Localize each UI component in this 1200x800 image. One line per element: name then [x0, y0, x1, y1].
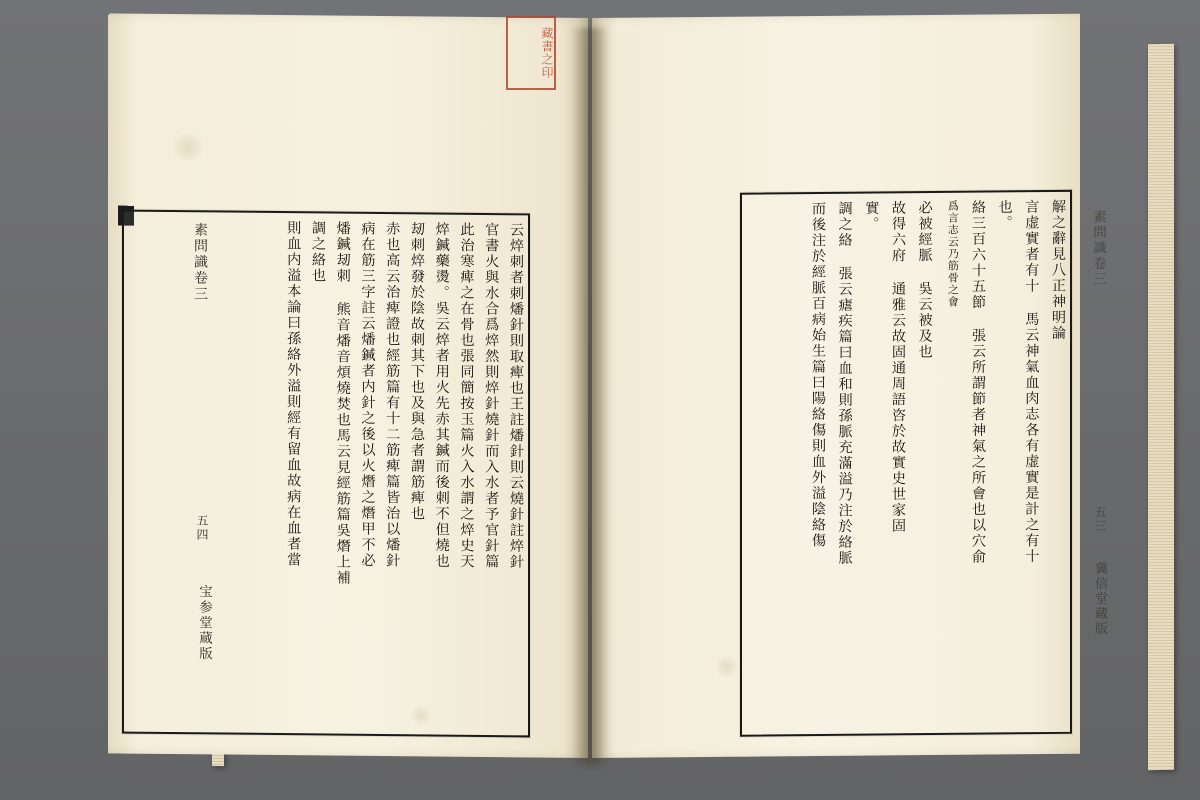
text-column: 言虚實者有十 馬云神氣血肉志各有虚實是計之有十: [1023, 199, 1040, 565]
text-column-blank: [746, 198, 773, 733]
right-page: [592, 14, 1107, 758]
right-text-frame: [740, 190, 1072, 737]
text-column: 爲言志云乃筋骨之會: [946, 199, 960, 308]
text-column: 官書火與水合爲焠然則焠針燒針而入水者予官針篇: [483, 221, 500, 570]
paper-stain: [168, 134, 208, 160]
right-page-edge-stack: [1148, 44, 1174, 770]
right-page-number: 五三: [1093, 505, 1107, 534]
text-column: 則血内溢本論曰孫絡外溢則經有留血故病在血者當: [285, 220, 302, 568]
text-column: 云焠刺者刺燔針則取痺也王註燔針則云燒針註焠針: [508, 222, 524, 570]
text-column: 調之絡 張云瘧疾篇曰血和則孫脈充滿溢乃注於絡脈: [836, 200, 853, 567]
text-column: 故得六府 通雅云故固通周語咨於故實史世家固: [889, 200, 906, 535]
text-column: 絡三百六十五節 張云所謂節者神氣之所會也以穴俞: [969, 199, 986, 565]
text-column-blank: [227, 217, 252, 732]
left-page-colophon: 宝参堂蔵版: [196, 584, 212, 662]
text-column-blank: [153, 216, 178, 731]
right-page-spine-title: 素問識卷三: [1090, 209, 1106, 288]
text-column: 病在筋三字註云燔鍼者内針之後以火熸之熸甲不必: [359, 220, 376, 569]
paper-stain: [712, 657, 742, 677]
text-column: 赤也高云治痺證也經筋篇有十二筋痺篇皆治以燔針: [384, 221, 401, 569]
collector-seal: 藏書之印: [506, 16, 556, 90]
left-text-frame: [122, 210, 530, 738]
text-column: 必被經脈 吳云被及也: [916, 200, 933, 360]
text-column: 刼刺焠發於陰故刺其下也及與急者謂筋痺也: [409, 221, 425, 522]
text-column-blank: [202, 216, 227, 731]
book: [108, 18, 1107, 778]
text-column: 也。: [996, 199, 1013, 232]
text-column-blank: [773, 198, 800, 733]
left-text-columns: [128, 216, 524, 732]
text-column-blank: [128, 216, 153, 731]
left-page-number: 五四: [195, 514, 209, 543]
text-column: 調之絡也: [310, 220, 326, 284]
left-page-spine-title: 素問識卷三: [192, 222, 208, 303]
text-column: 而後注於經脈百病始生篇曰陽絡傷則血外溢陰絡傷: [809, 200, 826, 549]
right-text-columns: [746, 196, 1066, 731]
text-column: 解之辭見八正神明論: [1050, 198, 1066, 342]
text-column: 燔鍼刼刺 熊音燔音煩燒焚也馬云見經筋篇吳熸上補: [334, 220, 351, 586]
text-column-blank: [252, 217, 277, 732]
text-column: 此治寒痺之在骨也張同簡按玉篇火入水謂之焠史天: [458, 221, 475, 570]
right-page-colophon: 冀信堂蔵版: [1092, 561, 1107, 637]
text-column: 焠鍼藥燙。吳云焠者用火先赤其鍼而後刺不但燒也: [433, 221, 450, 570]
left-page: [108, 13, 588, 758]
text-column: 實。: [863, 200, 880, 233]
text-column-blank: [178, 216, 203, 731]
